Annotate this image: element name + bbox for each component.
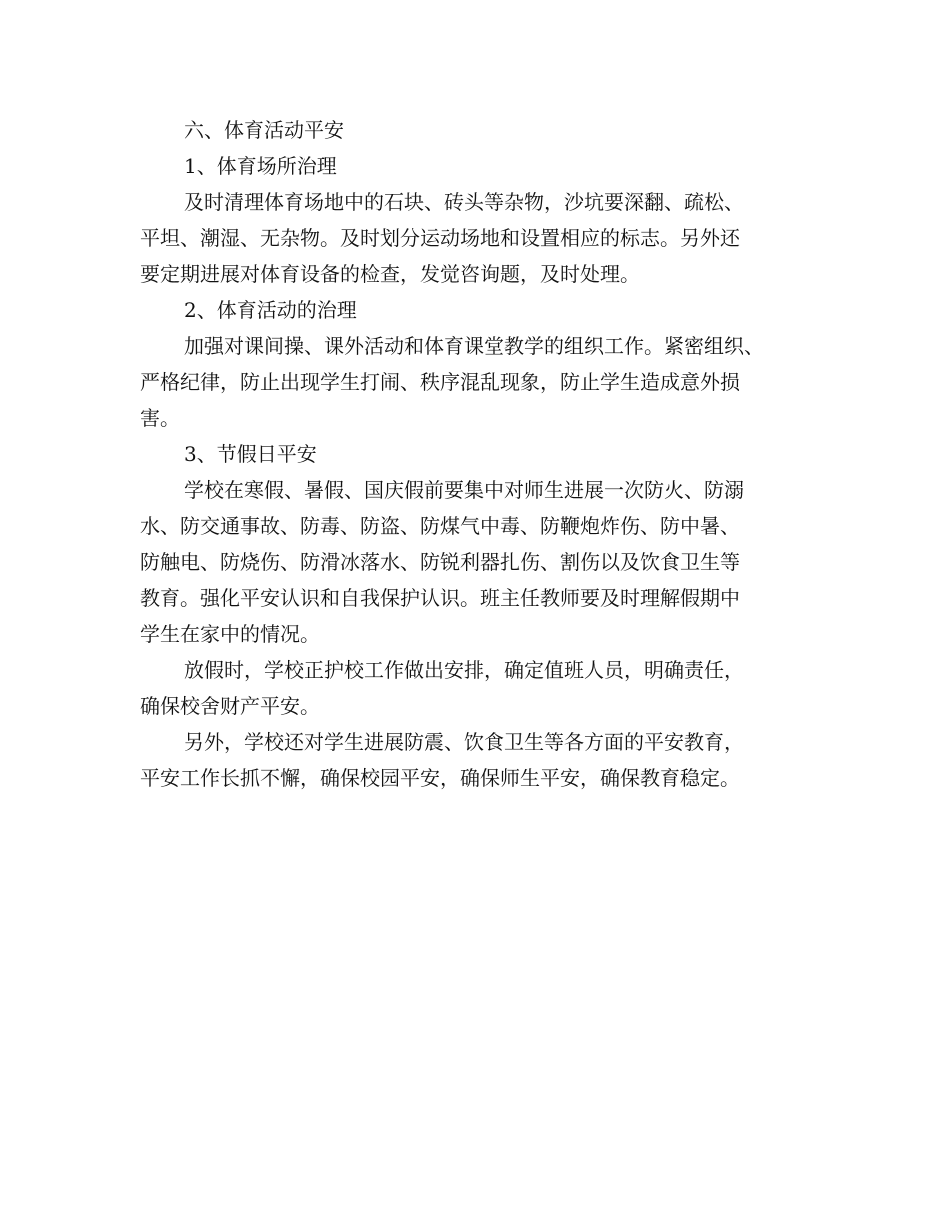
paragraph-line: 平安工作长抓不懈，确保校园平安，确保师生平安，确保教育稳定。 [140,766,740,790]
paragraph-line: 要定期进展对体育设备的检查，发觉咨询题，及时处理。 [140,262,640,286]
paragraph-line: 害。 [140,406,180,430]
paragraph-line: 放假时，学校正护校工作做出安排，确定值班人员，明确责任， [184,658,744,682]
paragraph-line: 防触电、防烧伤、防滑冰落水、防锐利器扎伤、割伤以及饮食卫生等 [140,550,740,574]
paragraph-line: 确保校舍财产平安。 [140,694,320,718]
subsection-heading: 2、体育活动的治理 [184,298,357,322]
paragraph-line: 平坦、潮湿、无杂物。及时划分运动场地和设置相应的标志。另外还 [140,226,740,250]
section-heading: 六、体育活动平安 [184,118,344,142]
paragraph-line: 水、防交通事故、防毒、防盗、防煤气中毒、防鞭炮炸伤、防中暑、 [140,514,740,538]
paragraph-line: 学生在家中的情况。 [140,622,320,646]
paragraph-line: 教育。强化平安认识和自我保护认识。班主任教师要及时理解假期中 [140,586,740,610]
document-body [140,112,840,796]
paragraph-line: 另外，学校还对学生进展防震、饮食卫生等各方面的平安教育， [184,730,744,754]
subsection-heading: 1、体育场所治理 [184,154,337,178]
paragraph-line: 及时清理体育场地中的石块、砖头等杂物，沙坑要深翻、疏松、 [184,190,744,214]
paragraph-line: 加强对课间操、课外活动和体育课堂教学的组织工作。紧密组织、 [184,334,764,358]
paragraph-line: 严格纪律，防止出现学生打闹、秩序混乱现象，防止学生造成意外损 [140,370,740,394]
subsection-heading: 3、节假日平安 [184,442,317,466]
paragraph-line: 学校在寒假、暑假、国庆假前要集中对师生进展一次防火、防溺 [184,478,744,502]
